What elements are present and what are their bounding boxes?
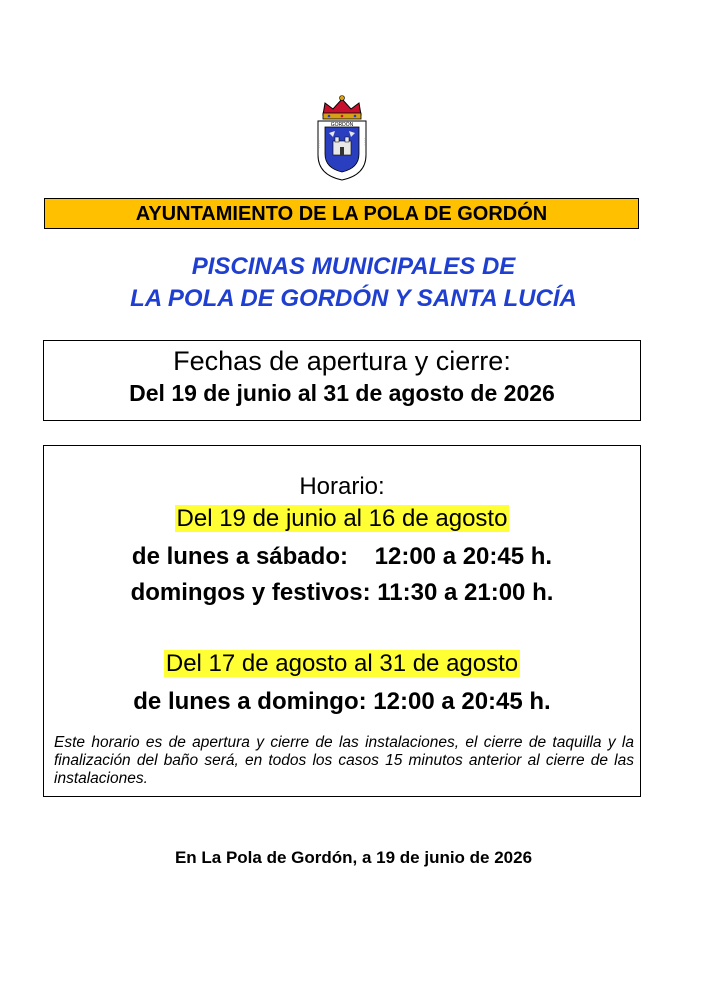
svg-text:· · · ·: · · · · [318, 140, 322, 148]
period-1-weekday-hours: de lunes a sábado: 12:00 a 20:45 h. [131, 543, 553, 570]
period-2-label: Del 17 de agosto al 31 de agosto [165, 650, 519, 677]
schedule-box [43, 445, 641, 797]
period-1-weekend-hours: domingos y festivos: 11:30 a 21:00 h. [130, 579, 554, 606]
opening-dates-box [43, 340, 641, 421]
schedule-note: Este horario es de apertura y cierre de las instalaciones, el cierre de taquilla y la finalización del baño será, en todos los casos 15 minutos anterior al cierre de las instalaciones. [54, 734, 634, 787]
period-2-hours: de lunes a domingo: 12:00 a 20:45 h. [133, 688, 551, 715]
signature-line: En La Pola de Gordón, a 19 de junio de 2026 [174, 848, 533, 867]
period-1-label: Del 19 de junio al 16 de agosto [176, 505, 508, 532]
title-line-2: LA POLA DE GORDÓN Y SANTA LUCÍA [130, 285, 577, 312]
schedule-heading: Horario: [299, 473, 385, 500]
title-line-1: PISCINAS MUNICIPALES DE [191, 253, 516, 280]
coat-of-arms-icon [313, 93, 371, 181]
organization-banner: AYUNTAMIENTO DE LA POLA DE GORDÓN [44, 198, 639, 229]
crest-text: GORDÓN [330, 122, 354, 128]
opening-dates-heading: Fechas de apertura y cierre: [173, 346, 511, 376]
svg-text:· · · ·: · · · · [362, 138, 366, 146]
opening-dates-range: Del 19 de junio al 31 de agosto de 2026 [129, 380, 555, 406]
